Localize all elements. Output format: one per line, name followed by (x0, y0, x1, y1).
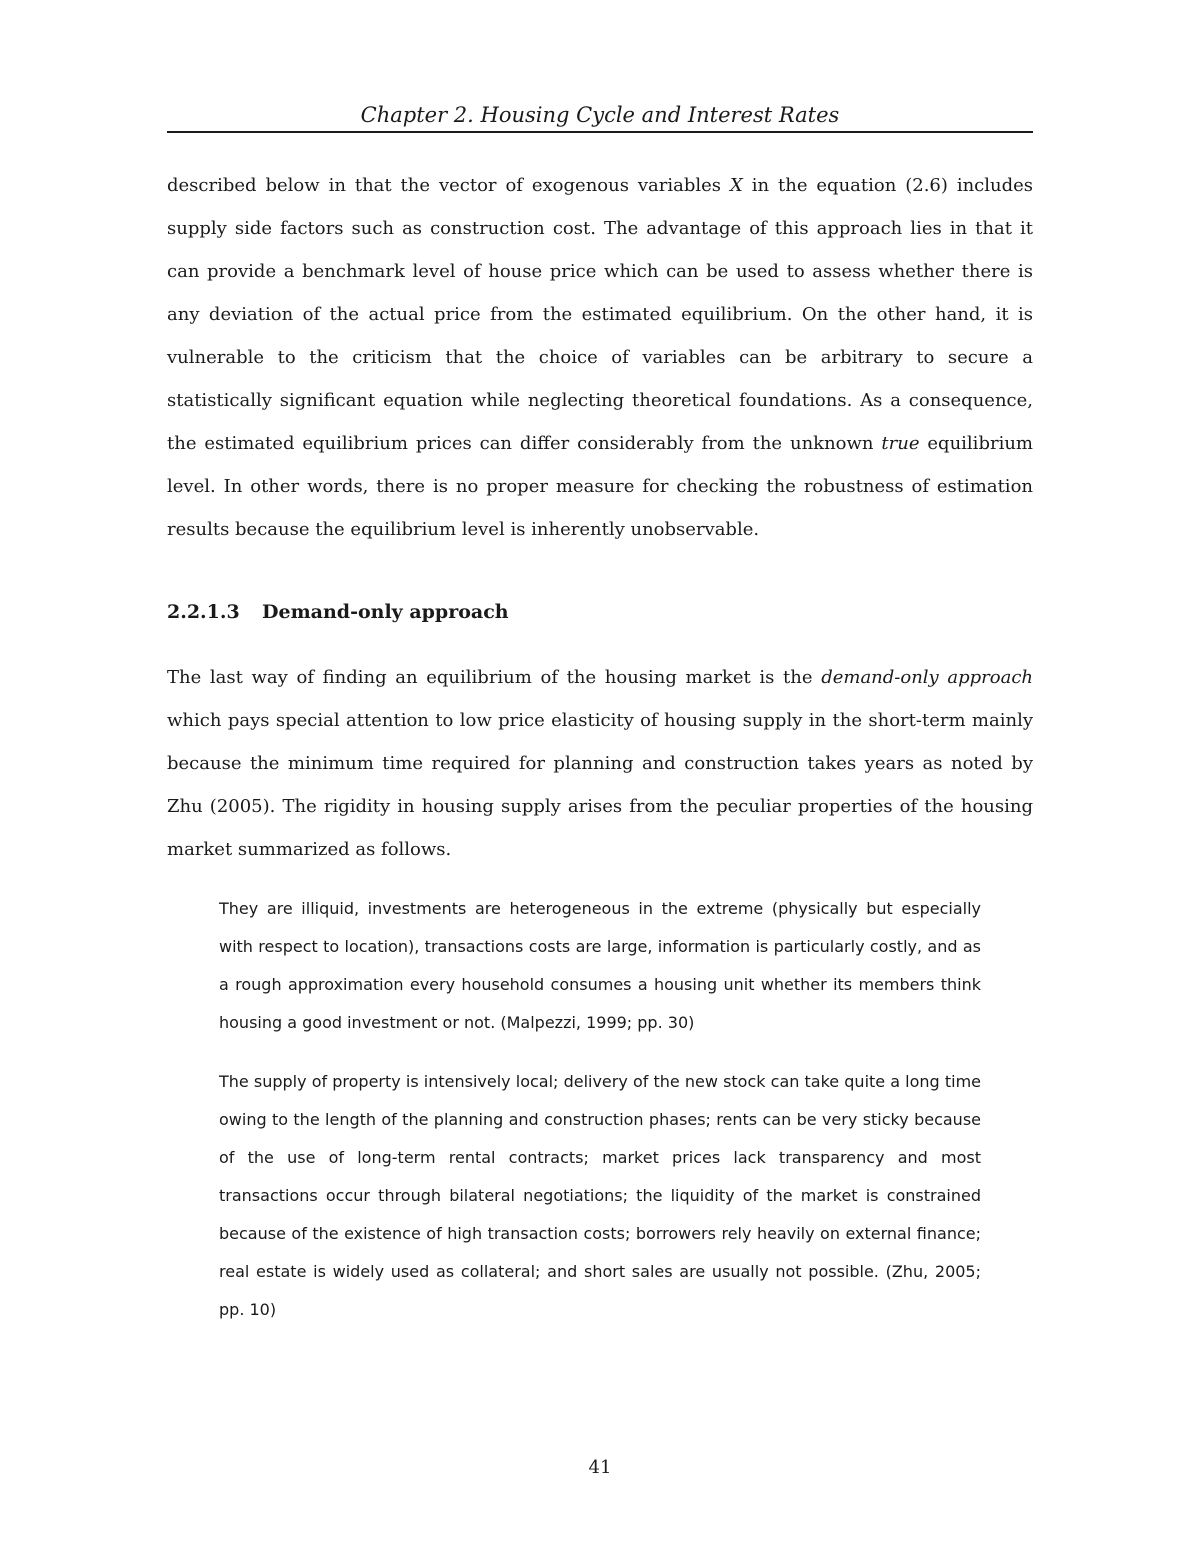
emphasis-text: true (881, 433, 920, 454)
section-title: Demand-only approach (262, 601, 509, 623)
math-variable: X (729, 175, 743, 196)
paragraph-text: The last way of finding an equilibrium of the housing market is the (167, 667, 822, 688)
body-paragraph-1 (167, 164, 1033, 551)
block-quote-malpezzi: They are illiquid, investments are heterogeneous in the extreme (physically but especially with respect to location), transactions costs are large, information is particularly costly, and as a rough approximation every household consumes a housing unit whether its members think housing a good investment or not. (Malpezzi, 1999; pp. 30) (219, 899, 981, 1032)
page-number: 41 (588, 1457, 612, 1478)
section-number: 2.2.1.3 (167, 601, 240, 623)
paragraph-text: in the equation (2.6) includes supply side factors such as construction cost. The advantage of this approach lies in that it can provide a benchmark level of house price which can be used to assess whether there is any deviation of the actual price from the estimated equilibrium. On the other hand, it is vulnerable to the criticism that the choice of variables can be arbitrary to secure a statistically significant equation while neglecting theoretical foundations. As a consequence, the estimated equilibrium prices can differ considerably from the unknown (167, 175, 1034, 454)
paragraph-text: equilibrium level. In other words, there is no proper measure for checking the robustness of estimation results because the equilibrium level is inherently unobservable. (167, 433, 1033, 540)
section-heading (167, 597, 1033, 627)
paragraph-text: described below in that the vector of exogenous variables (167, 175, 730, 196)
emphasis-text: demand-only approach (821, 667, 1034, 688)
header-rule (167, 131, 1033, 133)
running-header: Chapter 2. Housing Cycle and Interest Rates (360, 103, 840, 127)
body-paragraph-2 (167, 656, 1033, 871)
block-quote-zhu: The supply of property is intensively local; delivery of the new stock can take quite a long time owing to the length of the planning and construction phases; rents can be very sticky because of the use of long-term rental contracts; market prices lack transparency and most transactions occur through bilateral negotiations; the liquidity of the market is constrained because of the existence of high transaction costs; borrowers rely heavily on external finance; real estate is widely used as collateral; and short sales are usually not possible. (Zhu, 2005; pp. 10) (219, 1072, 981, 1319)
paragraph-text: which pays special attention to low price elasticity of housing supply in the short-term mainly because the minimum time required for planning and construction takes years as noted by Zhu (2005). The rigidity in housing supply arises from the peculiar properties of the housing market summarized as follows. (167, 710, 1033, 860)
